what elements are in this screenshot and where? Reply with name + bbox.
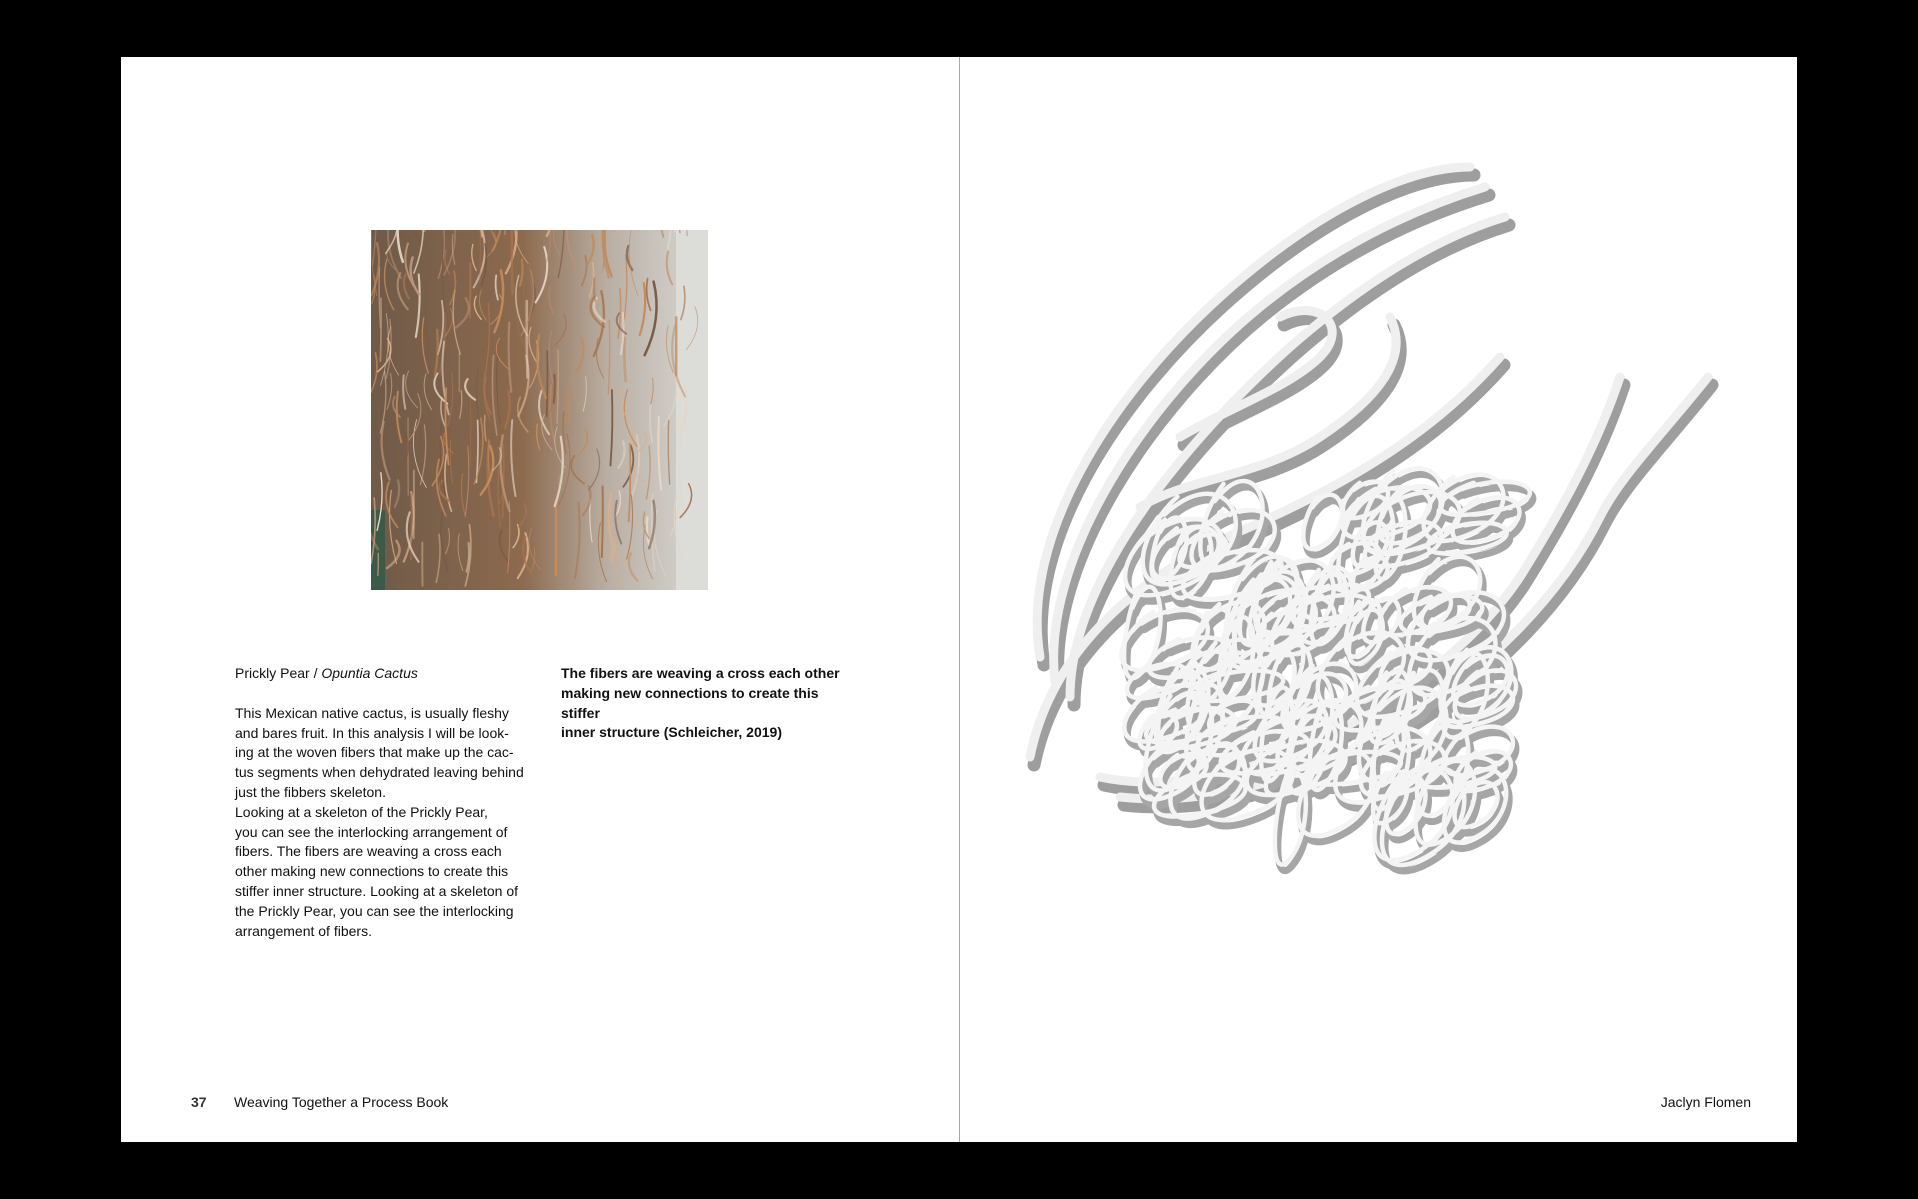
specimen-title xyxy=(235,664,535,684)
left-page xyxy=(121,57,959,1142)
author-name: Jaclyn Flomen xyxy=(1660,1094,1751,1110)
cactus-skeleton-photo xyxy=(371,230,708,590)
latin-name: Opuntia Cactus xyxy=(321,665,418,681)
right-page xyxy=(960,57,1797,1142)
pull-quote-text: The fibers are weaving a cross each other making new connections to create this stiffer inner structure (Schleicher, 2019) xyxy=(561,665,840,741)
specimen-body-text: This Mexican native cactus, is usually fleshy and bares fruit. In this analysis I will be look- ing at the woven fibers that make up the cac- tus segments when dehydrated leaving behind just the fibbers skeleton. Looking at a skeleton of the Prickly Pear, you can see the interlocking arrangement of fibers. The fibers are weaving a cross each other making new connections to create this stiffer inner structure. Looking at a skeleton of the Prickly Pear, you can see the interlocking arrangement of fibers. xyxy=(235,704,524,939)
book-spread xyxy=(121,57,1797,1142)
left-footer xyxy=(191,1094,448,1110)
book-title: Weaving Together a Process Book xyxy=(234,1094,449,1110)
specimen-caption xyxy=(235,664,535,941)
page-number: 37 xyxy=(191,1094,207,1110)
common-name: Prickly Pear / xyxy=(235,665,318,681)
woven-fiber-3d-render xyxy=(960,57,1797,1142)
pull-quote xyxy=(561,664,861,743)
